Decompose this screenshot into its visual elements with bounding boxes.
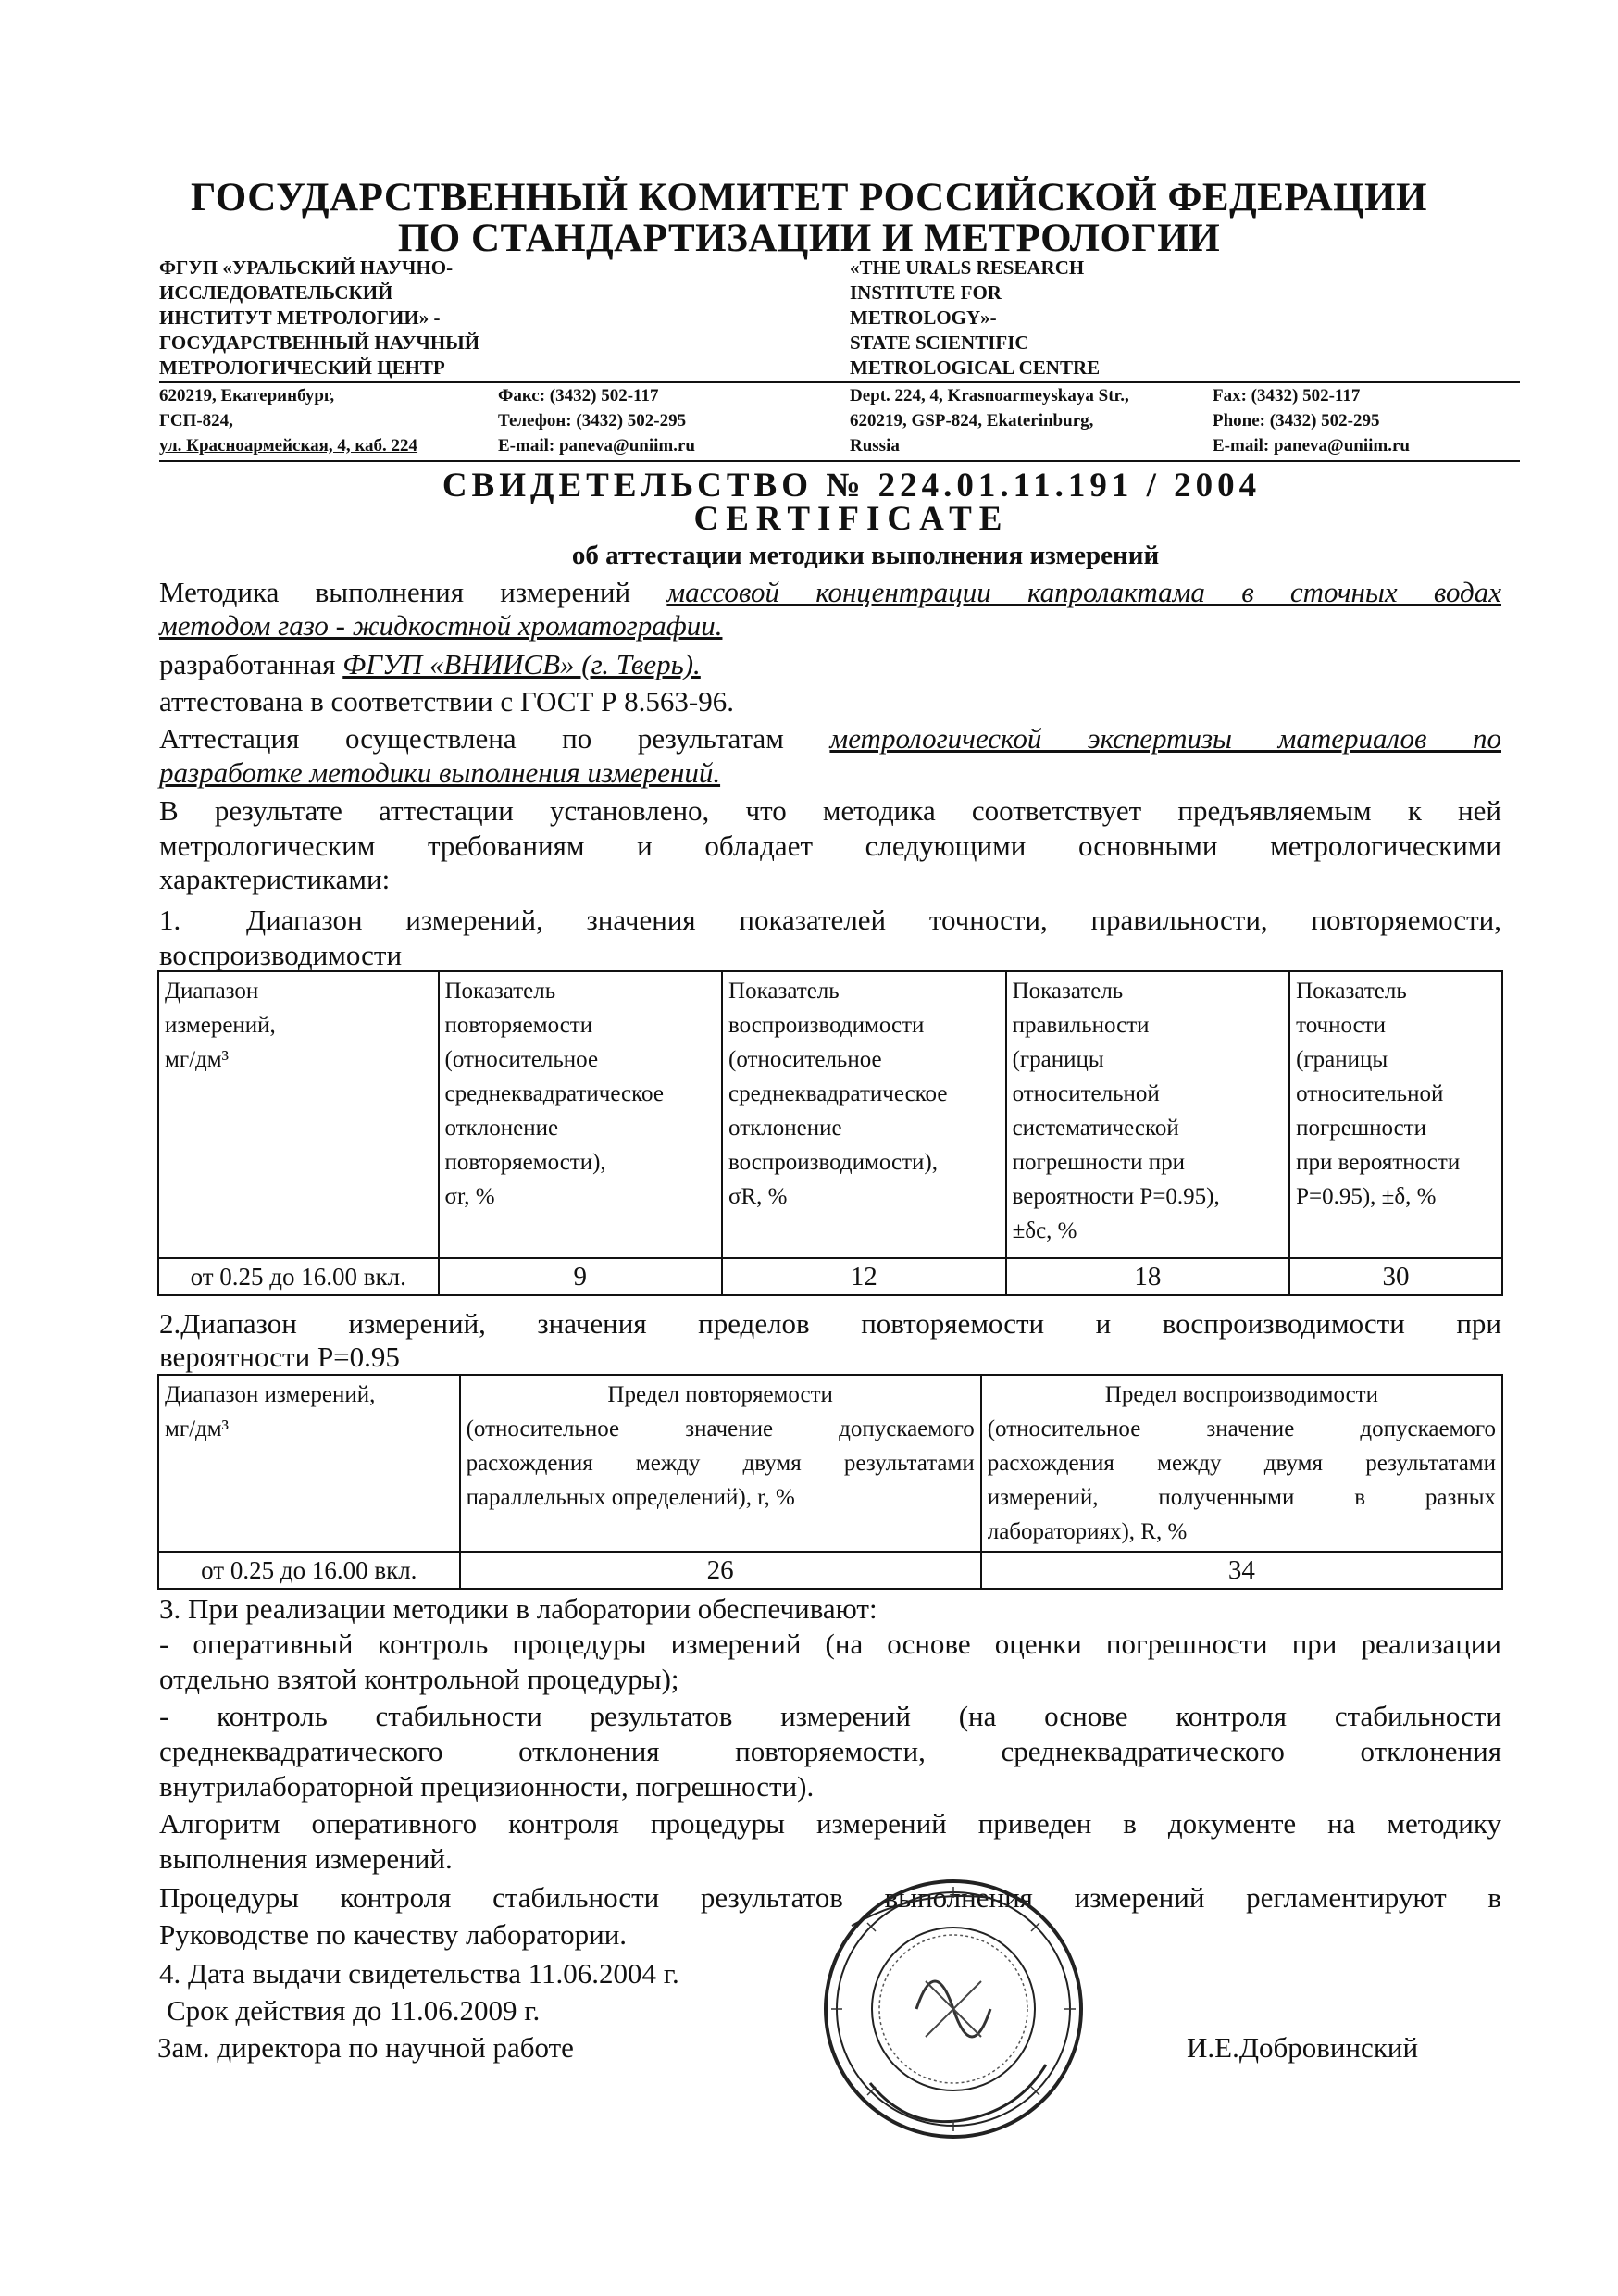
value-cell: 26 — [460, 1552, 981, 1589]
committee-title-line1: ГОСУДАРСТВЕННЫЙ КОМИТЕТ РОССИЙСКОЙ ФЕДЕРАЦИИ — [191, 176, 1427, 219]
header-text: мг/дм³ — [165, 1047, 230, 1072]
header-title: Предел повторяемости — [607, 1382, 833, 1407]
header-title: Предел воспроизводимости — [1104, 1382, 1378, 1407]
header-text: (границы — [1012, 1047, 1104, 1072]
header-text: Показатель — [444, 979, 556, 1004]
address-ru — [159, 383, 417, 458]
item3-line: среднеквадратического отклонения повторяемости, среднеквадратического отклонения — [159, 1735, 1501, 1767]
org-en-line: METROLOGY»- — [850, 306, 997, 329]
table-row — [158, 1552, 1502, 1589]
header-text: правильности — [1012, 1013, 1150, 1038]
table-header-cell — [158, 1375, 460, 1552]
contacts-en — [1213, 383, 1410, 458]
value-cell: 12 — [722, 1258, 1006, 1295]
table-header-row — [158, 1375, 1502, 1552]
header-text: отклонение — [444, 1116, 559, 1141]
item2-text-cont: вероятности Р=0.95 — [159, 1341, 400, 1373]
table-header-cell — [1006, 971, 1290, 1258]
org-en-line: «THE URALS RESEARCH — [850, 256, 1085, 279]
value-cell: 34 — [981, 1552, 1502, 1589]
table-header-cell — [158, 971, 439, 1258]
result-line-2: метрологическим требованиям и обладает следующими основными метрологическими — [159, 830, 1501, 862]
attested-line: аттестована в соответствии с ГОСТ Р 8.563-96. — [159, 685, 734, 718]
attestation-line-1 — [159, 720, 1501, 757]
address-line: Dept. 224, 4, Krasnoarmeyskaya Str., — [850, 386, 1129, 406]
contacts-ru — [498, 383, 695, 458]
header-text: (относительное — [728, 1047, 882, 1072]
item3-line: отдельно взятой контрольной процедуры); — [159, 1663, 679, 1695]
org-name-en — [850, 256, 1100, 381]
table-row — [158, 1258, 1502, 1295]
header-text: относительной — [1012, 1081, 1160, 1106]
header-text: повторяемости), — [444, 1150, 606, 1175]
result-line-3: характеристиками: — [159, 863, 391, 895]
address-en — [850, 383, 1129, 458]
address-line: 620219, GSP-824, Ekaterinburg, — [850, 411, 1094, 430]
item1-number: 1. — [159, 904, 181, 936]
official-seal-stamp — [815, 1870, 1092, 2148]
header-text: (относительное значение допускаемого — [466, 1416, 975, 1441]
org-name-ru — [159, 256, 479, 381]
contact-line: E-mail: paneva@uniim.ru — [498, 436, 695, 455]
contact-line: Факс: (3432) 502-117 — [498, 386, 659, 406]
table-header-cell — [1289, 971, 1502, 1258]
attestation-line-2 — [159, 755, 720, 792]
address-line: Russia — [850, 436, 900, 455]
item1-text-cont: воспроизводимости — [159, 939, 403, 971]
signer-name: И.Е.Добровинский — [1187, 2031, 1419, 2064]
range-cell: от 0.25 до 16.00 вкл. — [158, 1552, 460, 1589]
header-text: (относительное — [444, 1047, 599, 1072]
developer-line — [159, 646, 701, 683]
header-text: при вероятности — [1296, 1150, 1461, 1175]
item3-line: - контроль стабильности результатов измерений (на основе контроля стабильности — [159, 1700, 1501, 1732]
valid-until: Срок действия до 11.06.2009 г. — [167, 1994, 541, 2027]
header-divider-bottom — [159, 460, 1520, 462]
header-text: σR, % — [728, 1184, 788, 1209]
attestation-basis: метрологической экспертизы материалов по — [829, 722, 1501, 755]
table-header-cell — [722, 971, 1006, 1258]
header-text: лабораториях), R, % — [987, 1519, 1188, 1544]
item1-text: Диапазон измерений, значения показателей точности, правильности, повторяемости, — [246, 904, 1501, 936]
header-text: воспроизводимости), — [728, 1150, 938, 1175]
header-text: систематической — [1012, 1116, 1179, 1141]
value-cell: 18 — [1006, 1258, 1290, 1295]
metrics-table — [157, 970, 1503, 1296]
value-cell: 30 — [1289, 1258, 1502, 1295]
header-text: ±δc, % — [1012, 1218, 1077, 1243]
header-text: Показатель — [1296, 979, 1407, 1004]
org-en-line: METROLOGICAL CENTRE — [850, 356, 1101, 379]
header-text: погрешности — [1296, 1116, 1426, 1141]
method-name-cont: методом газо - жидкостной хроматографии. — [159, 609, 723, 642]
header-text: среднеквадратическое — [728, 1081, 948, 1106]
committee-title-line2: ПО СТАНДАРТИЗАЦИИ И МЕТРОЛОГИИ — [397, 217, 1221, 260]
header-text: Показатель — [728, 979, 840, 1004]
org-ru-line: ИССЛЕДОВАТЕЛЬСКИЙ — [159, 281, 393, 304]
address-line: 620219, Екатеринбург, — [159, 386, 335, 406]
header-text: вероятности Р=0.95), — [1012, 1184, 1220, 1209]
header-text: (относительное значение допускаемого — [987, 1416, 1496, 1441]
address-line: ГСП-824, — [159, 411, 233, 430]
item3-line: Алгоритм оперативного контроля процедуры измерений приведен в документе на методику — [159, 1807, 1501, 1840]
header-text: точности — [1296, 1013, 1387, 1038]
method-name: массовой концентрации капролактама в сточных водах — [666, 576, 1501, 608]
item3-line: Процедуры контроля стабильности результатов выполнения измерений регламентируют в — [159, 1881, 1501, 1914]
header-text: расхождения между двумя результатами — [987, 1451, 1496, 1476]
method-prefix: Методика выполнения измерений — [159, 576, 631, 608]
header-text: относительной — [1296, 1081, 1444, 1106]
org-en-line: INSTITUTE FOR — [850, 281, 1002, 304]
developer-name: ФГУП «ВНИИСВ» (г. Тверь). — [342, 648, 701, 680]
method-line-2 — [159, 607, 722, 644]
certificate-number: СВИДЕТЕЛЬСТВО № 224.01.11.191 / 2004 — [442, 467, 1262, 505]
certificate-subtitle: об аттестации методики выполнения измерений — [571, 541, 1160, 570]
table-header-cell — [460, 1375, 981, 1552]
item3-line: Руководстве по качеству лаборатории. — [159, 1918, 628, 1951]
result-line-1: В результате аттестации установлено, что методика соответствует предъявляемым к ней — [159, 794, 1501, 827]
contact-line: Телефон: (3432) 502-295 — [498, 411, 687, 430]
method-line-1 — [159, 574, 1501, 611]
header-text: повторяемости — [444, 1013, 593, 1038]
contact-line: Phone: (3432) 502-295 — [1213, 411, 1380, 430]
table-header-cell — [981, 1375, 1502, 1552]
item3-line: внутрилабораторной прецизионности, погрешности). — [159, 1770, 815, 1803]
header-text: измерений, полученными в разных — [987, 1485, 1496, 1510]
header-text: Р=0.95), ±δ, % — [1296, 1184, 1437, 1209]
header-text: расхождения между двумя результатами — [466, 1451, 975, 1476]
header-text: Показатель — [1012, 979, 1124, 1004]
header-text: воспроизводимости — [728, 1013, 925, 1038]
contact-line: E-mail: paneva@uniim.ru — [1213, 436, 1410, 455]
certificate-title-en: CERTIFICATE — [693, 500, 1010, 538]
item3-line: выполнения измерений. — [159, 1842, 453, 1875]
table-header-cell — [439, 971, 723, 1258]
header-text: параллельных определений), r, % — [466, 1485, 795, 1510]
org-ru-line: ГОСУДАРСТВЕННЫЙ НАУЧНЫЙ — [159, 331, 480, 354]
value-cell: 9 — [439, 1258, 723, 1295]
range-cell: от 0.25 до 16.00 вкл. — [158, 1258, 439, 1295]
header-text: σr, % — [444, 1184, 495, 1209]
org-en-line: STATE SCIENTIFIC — [850, 331, 1029, 354]
header-text: среднеквадратическое — [444, 1081, 664, 1106]
header-text: погрешности при — [1012, 1150, 1185, 1175]
org-ru-line: ФГУП «УРАЛЬСКИЙ НАУЧНО- — [159, 256, 454, 279]
developer-prefix: разработанная — [159, 648, 336, 680]
item3-heading: 3. При реализации методики в лаборатории обеспечивают: — [159, 1592, 877, 1625]
issue-date: 4. Дата выдачи свидетельства 11.06.2004 г. — [159, 1957, 679, 1990]
header-text: отклонение — [728, 1116, 842, 1141]
item3-line: - оперативный контроль процедуры измерений (на основе оценки погрешности при реализации — [159, 1628, 1501, 1660]
contact-line: Fax: (3432) 502-117 — [1213, 386, 1361, 406]
attestation-basis-cont: разработке методики выполнения измерений. — [159, 756, 721, 789]
item2-text: 2.Диапазон измерений, значения пределов повторяемости и воспроизводимости при — [159, 1307, 1501, 1340]
header-text: мг/дм³ — [165, 1416, 230, 1441]
header-text: Диапазон — [165, 979, 259, 1004]
signer-title: Зам. директора по научной работе — [157, 2031, 574, 2064]
org-ru-line: МЕТРОЛОГИЧЕСКИЙ ЦЕНТР — [159, 356, 445, 379]
header-text: Диапазон измерений, — [165, 1382, 376, 1407]
header-text: измерений, — [165, 1013, 276, 1038]
attestation-prefix: Аттестация осуществлена по результатам — [159, 722, 784, 755]
header-text: (границы — [1296, 1047, 1388, 1072]
table-header-row — [158, 971, 1502, 1258]
address-line: ул. Красноармейская, 4, каб. 224 — [159, 436, 418, 455]
org-ru-line: ИНСТИТУТ МЕТРОЛОГИИ» - — [159, 306, 441, 329]
limits-table — [157, 1374, 1503, 1590]
